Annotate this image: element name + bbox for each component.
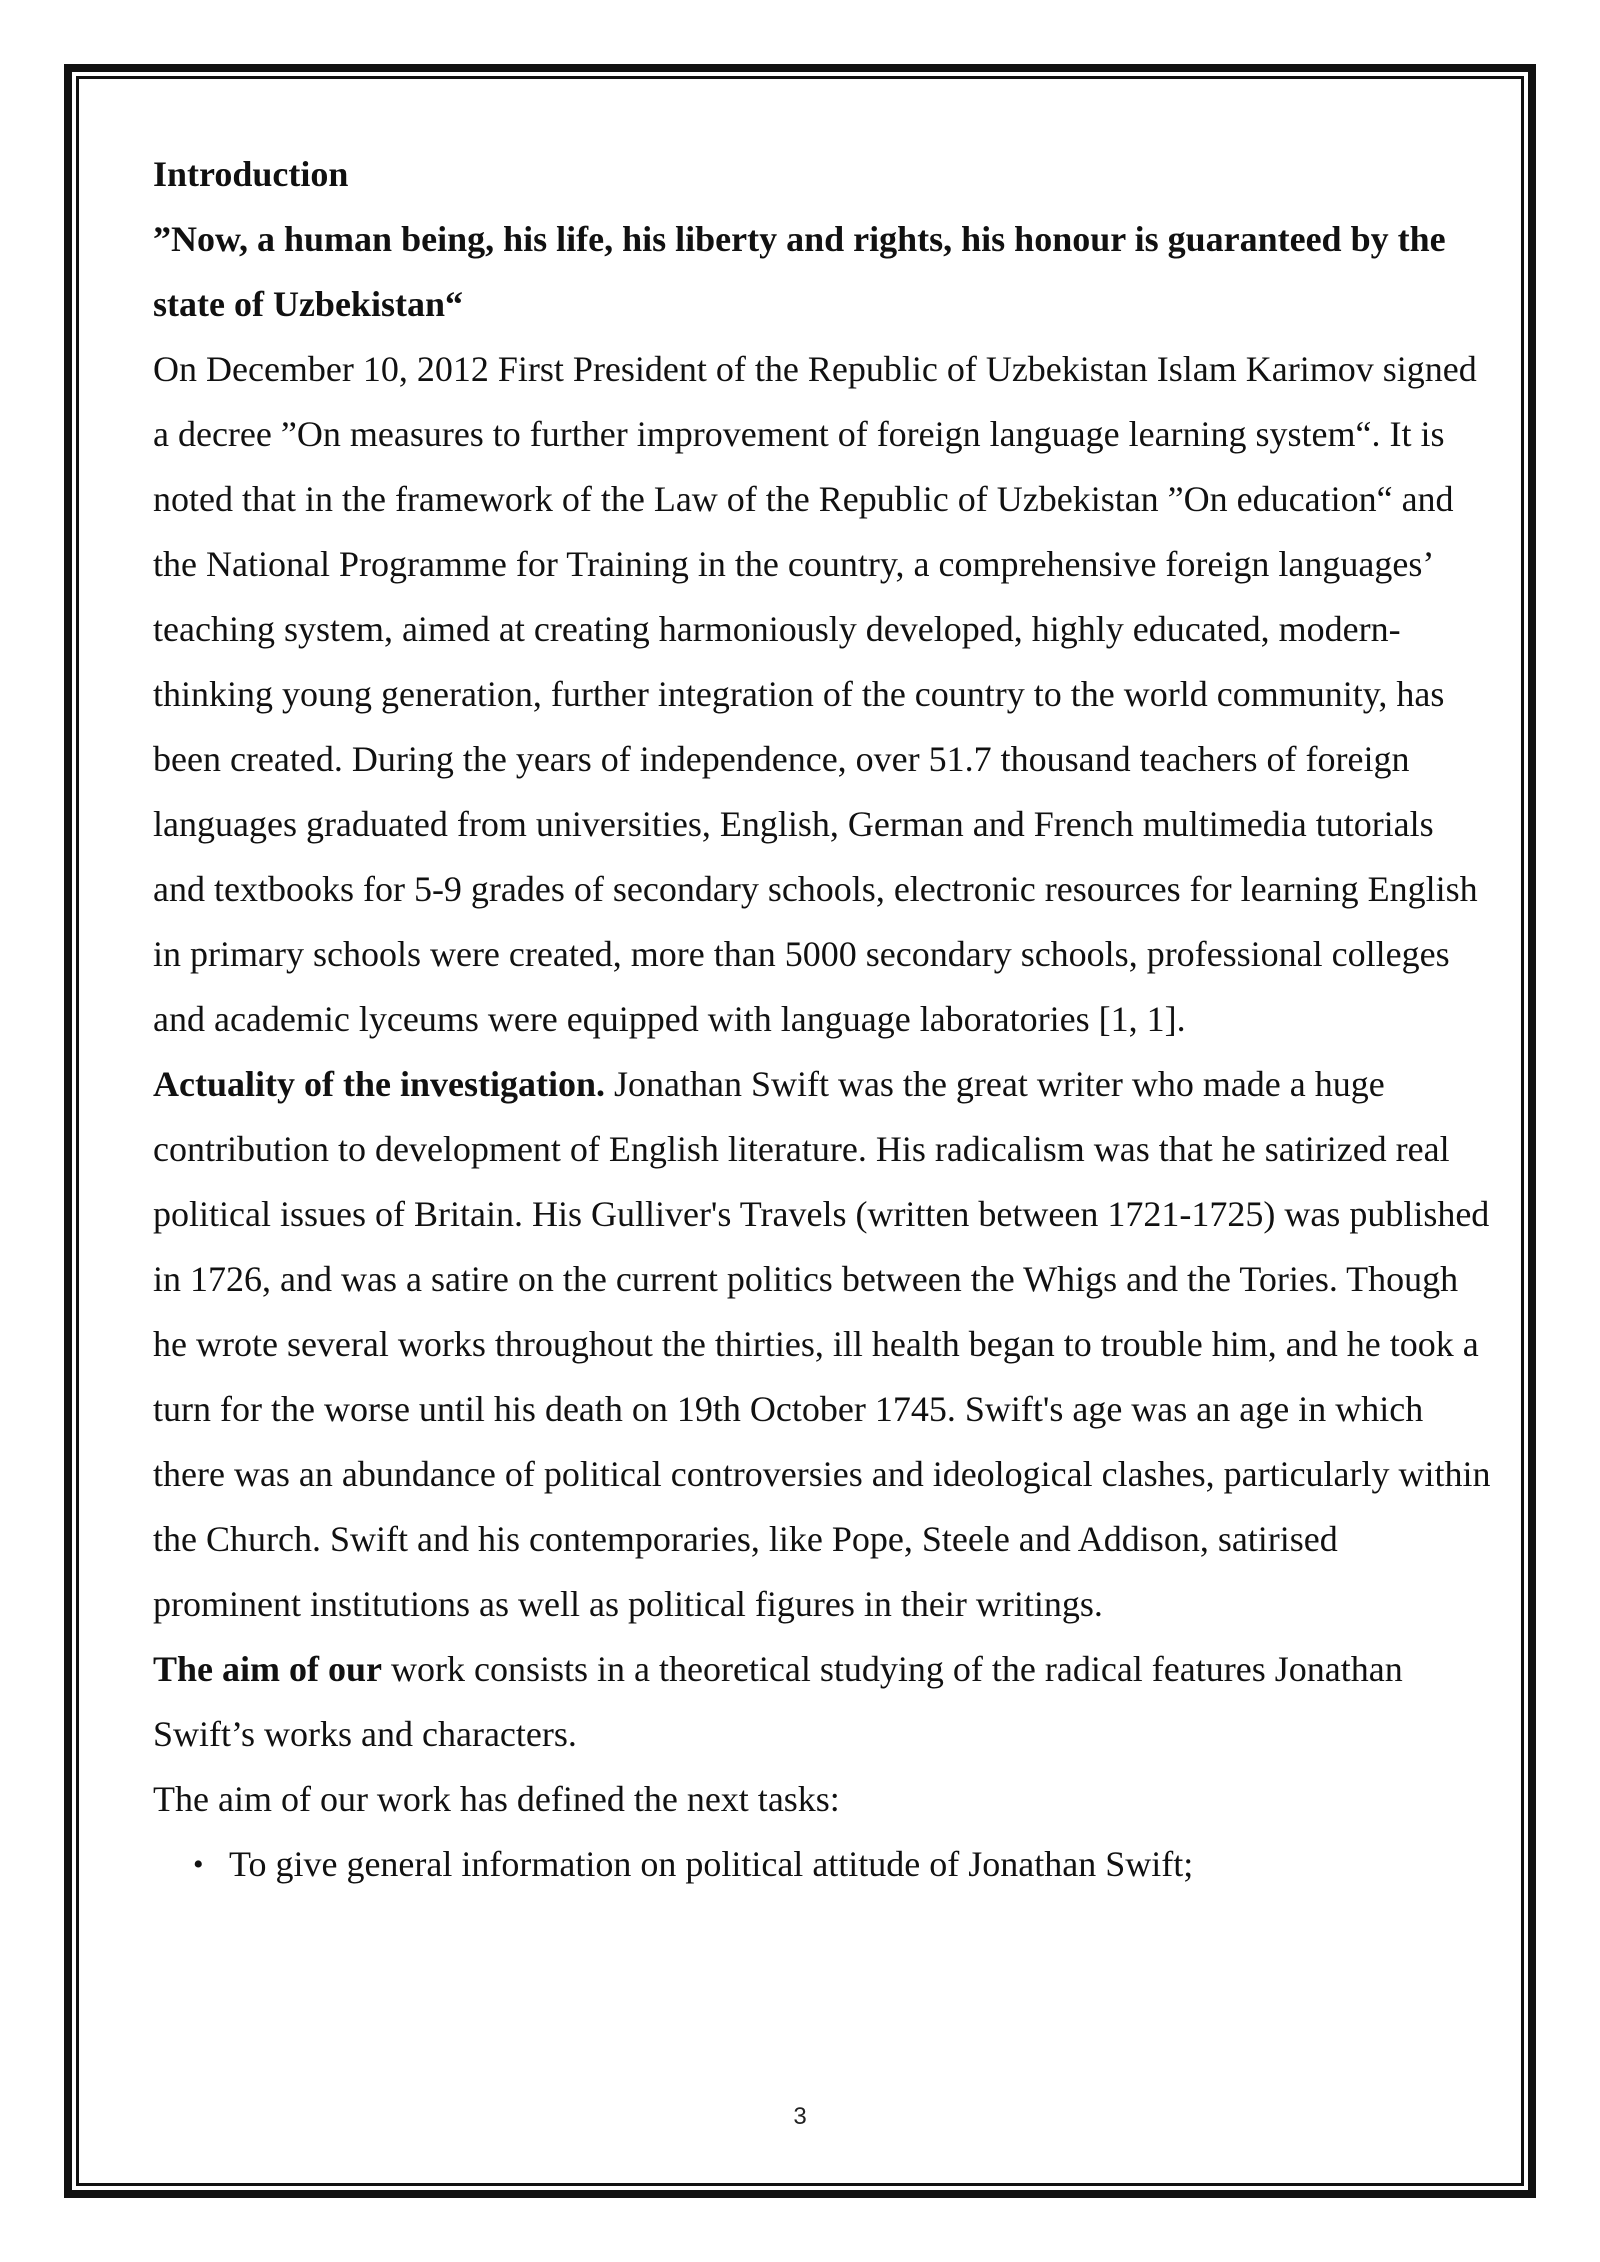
actuality-label: Actuality of the investigation.: [153, 1064, 605, 1104]
tasks-intro: The aim of our work has defined the next tasks:: [153, 1779, 840, 1819]
task-list: [153, 1832, 1493, 1897]
page-number: 3: [793, 2103, 807, 2130]
aim-text: work consists in a theoretical studying of the radical features Jonathan Swift’s works and characters.: [153, 1649, 1403, 1754]
bullet-icon: •: [193, 1848, 204, 1881]
paragraph-decree: On December 10, 2012 First President of the Republic of Uzbekistan Islam Karimov signed a decree ”On measures to further improvement of foreign language learning system“. It is noted that in the framework of the Law of the Republic of Uzbekistan ”On education“ and the National Programme for Training in the country, a comprehensive foreign languages’ teaching system, aimed at creating harmoniously developed, highly educated, modern-thinking young generation, further integration of the country to the world community, has been created. During the years of independence, over 51.7 thousand teachers of foreign languages graduated from universities, English, German and French multimedia tutorials and textbooks for 5-9 grades of secondary schools, electronic resources for learning English in primary schools were created, more than 5000 secondary schools, professional colleges and academic lyceums were equipped with language laboratories [1, 1].: [153, 349, 1478, 1039]
list-item: [193, 1832, 1493, 1897]
paragraph-actuality: [153, 1052, 1493, 1637]
task-text: To give general information on political attitude of Jonathan Swift;: [229, 1844, 1194, 1884]
paragraph-aim: [153, 1637, 1493, 1767]
actuality-text: Jonathan Swift was the great writer who made a huge contribution to development of English literature. His radicalism was that he satirized real political issues of Britain. His Gulliver's Travels (written between 1721-1725) was published in 1726, and was a satire on the current politics between the Whigs and the Tories. Though he wrote several works throughout the thirties, ill health began to trouble him, and he took a turn for the worse until his death on 19th October 1745. Swift's age was an age in which there was an abundance of political controversies and ideological clashes, particularly within the Church. Swift and his contemporaries, like Pope, Steele and Addison, satirised prominent institutions as well as political figures in their writings.: [153, 1064, 1491, 1624]
section-heading: Introduction: [153, 154, 349, 194]
epigraph: ”Now, a human being, his life, his liberty and rights, his honour is guaranteed by the state of Uzbekistan“: [153, 219, 1446, 324]
aim-label: The aim of our: [153, 1649, 382, 1689]
document-body: [153, 142, 1493, 1897]
